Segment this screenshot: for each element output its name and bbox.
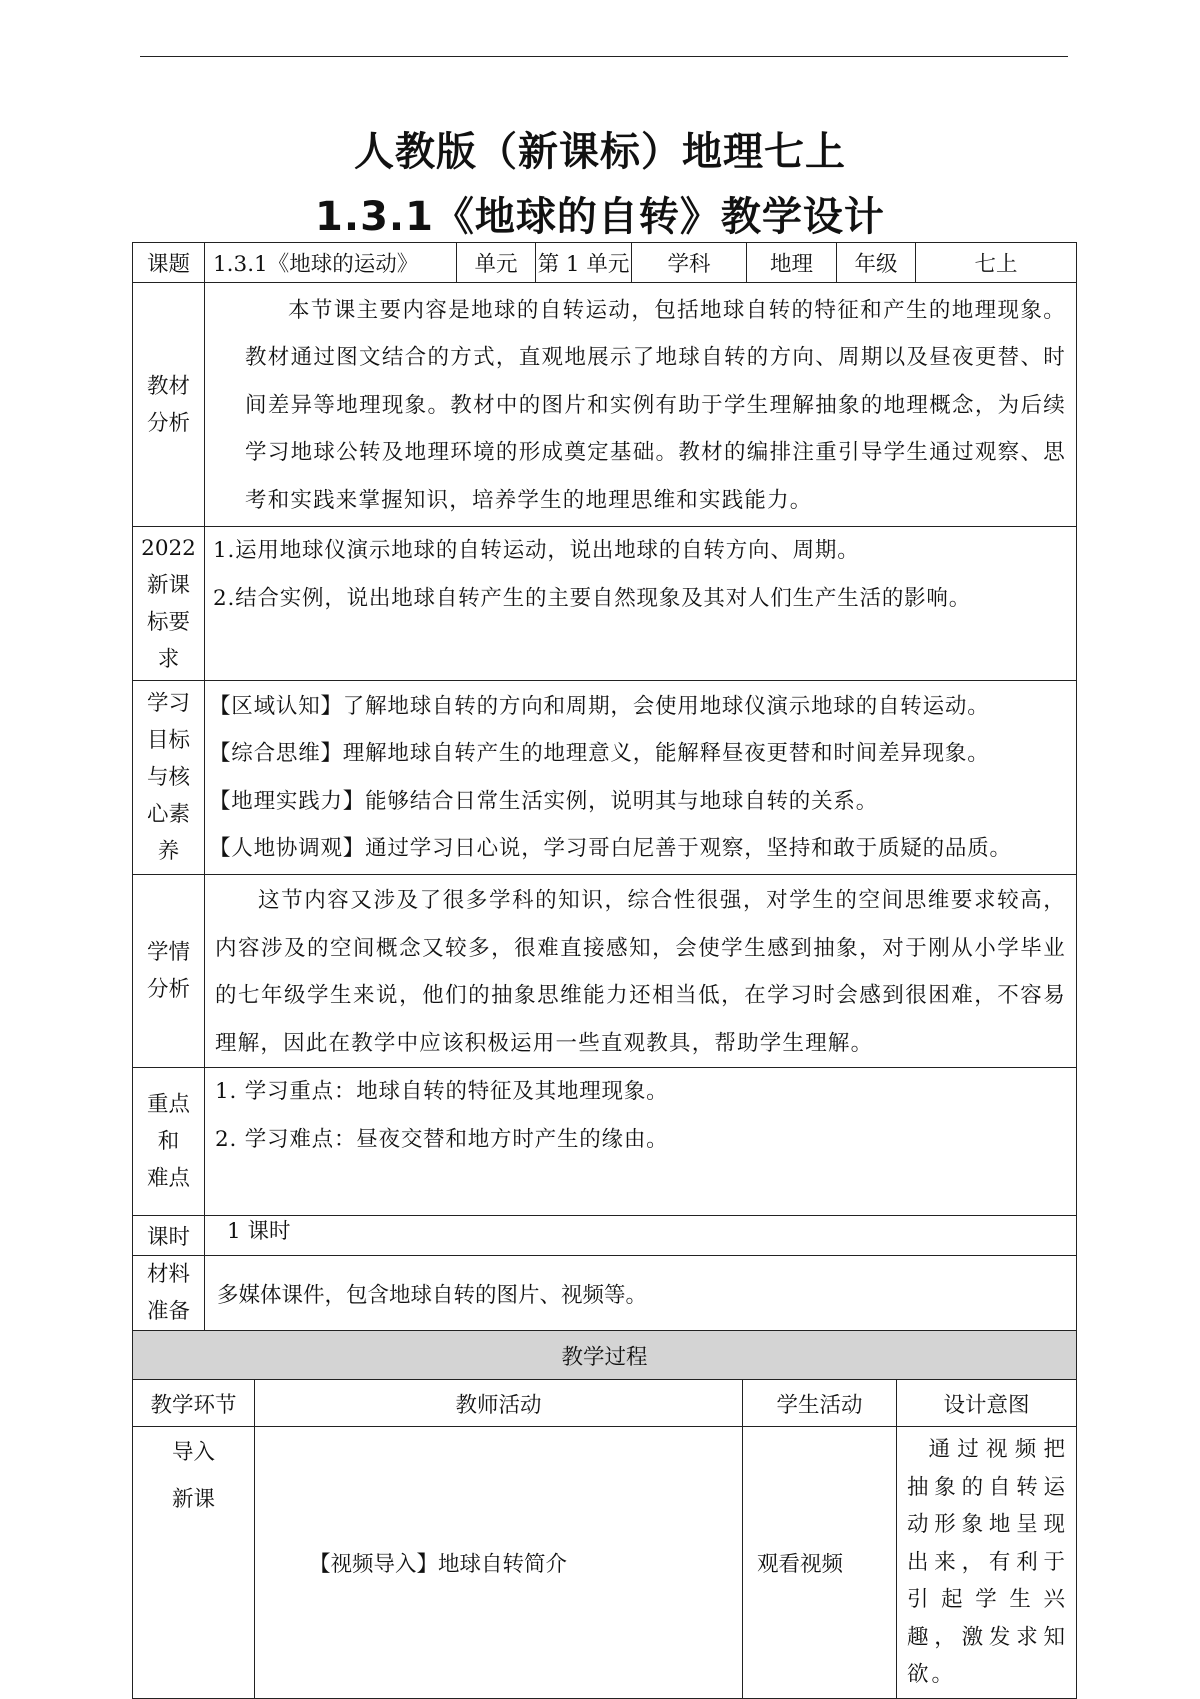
keypoints-label: 重点 和 难点	[133, 1068, 205, 1216]
design-intent: 通过视频把抽象的自转运动形象地呈现出来，有利于引起学生兴趣，激发求知欲。	[897, 1427, 1077, 1699]
keypoints-text: 1. 学习重点：地球自转的特征及其地理现象。 2. 学习难点：昼夜交替和地方时产生的缘由。	[205, 1068, 1077, 1216]
lesson-info-table	[132, 242, 1077, 1331]
objectives-text: 【区域认知】了解地球自转的方向和周期，会使用地球仪演示地球的自转运动。 【综合思维】理解地球自转产生的地理意义，能解释昼夜更替和时间差异现象。 【地理实践力】能够结合日常生活实例，说明其与地球自转的关系。 【人地协调观】通过学习日心说，学习哥白尼善于观察，坚持和敢于质疑的品质。	[205, 681, 1077, 875]
table-row	[133, 1216, 1077, 1256]
materials-value: 多媒体课件，包含地球自转的图片、视频等。	[205, 1256, 1077, 1331]
student-analysis-text: 这节内容又涉及了很多学科的知识，综合性很强，对学生的空间思维要求较高，内容涉及的空间概念又较多，很难直接感知，会使学生感到抽象，对于刚从小学毕业的七年级学生来说，他们的抽象思维能力还相当低，在学习时会感到很困难，不容易理解，因此在教学中应该积极运用一些直观教具，帮助学生理解。	[205, 875, 1077, 1068]
subject-label: 学科	[632, 243, 747, 283]
column-header: 教师活动	[255, 1380, 743, 1427]
page-subtitle: 1.3.1《地球的自转》教学设计	[315, 194, 885, 240]
period-label: 课时	[133, 1216, 205, 1256]
teaching-process-table	[132, 1330, 1077, 1699]
table-row	[133, 1068, 1077, 1216]
grade-label: 年级	[837, 243, 916, 283]
table-row	[133, 681, 1077, 875]
student-activity: 观看视频	[743, 1427, 897, 1699]
textbook-analysis-text: 本节课主要内容是地球的自转运动，包括地球自转的特征和产生的地理现象。教材通过图文结合的方式，直观地展示了地球自转的方向、周期以及昼夜更替、时间差异等地理现象。教材中的图片和实例有助于学生理解抽象的地理概念，为后续学习地球公转及地理环境的形成奠定基础。教材的编排注重引导学生通过观察、思考和实践来掌握知识，培养学生的地理思维和实践能力。	[205, 283, 1077, 527]
textbook-analysis-label: 教材 分析	[133, 283, 205, 527]
table-row	[133, 1427, 1077, 1699]
column-header: 教学环节	[133, 1380, 255, 1427]
topic-value: 1.3.1《地球的运动》	[205, 243, 457, 283]
student-analysis-label: 学情 分析	[133, 875, 205, 1068]
table-row	[133, 1256, 1077, 1331]
table-row	[133, 283, 1077, 527]
materials-label: 材料 准备	[133, 1256, 205, 1331]
table-row	[133, 875, 1077, 1068]
table-row	[133, 1380, 1077, 1427]
table-row	[133, 1331, 1077, 1380]
table-row	[133, 243, 1077, 283]
column-header: 设计意图	[897, 1380, 1077, 1427]
teacher-activity: 【视频导入】地球自转简介	[255, 1427, 743, 1699]
period-value: 1 课时	[205, 1216, 1077, 1256]
column-header: 学生活动	[743, 1380, 897, 1427]
objectives-label: 学习 目标 与核 心素 养	[133, 681, 205, 875]
process-header: 教学过程	[133, 1331, 1077, 1380]
stage-cell: 导入 新课	[133, 1427, 255, 1699]
subject-value: 地理	[747, 243, 837, 283]
unit-label: 单元	[457, 243, 536, 283]
table-row	[133, 527, 1077, 681]
standard-text: 1.运用地球仪演示地球的自转运动，说出地球的自转方向、周期。 2.结合实例，说出地球自转产生的主要自然现象及其对人们生产生活的影响。	[205, 527, 1077, 681]
unit-value: 第 1 单元	[536, 243, 632, 283]
header-rule	[140, 56, 1068, 57]
standard-label: 2022 新课 标要 求	[133, 527, 205, 681]
grade-value: 七上	[916, 243, 1077, 283]
topic-label: 课题	[133, 243, 205, 283]
page-title: 人教版（新课标）地理七上	[354, 129, 846, 175]
